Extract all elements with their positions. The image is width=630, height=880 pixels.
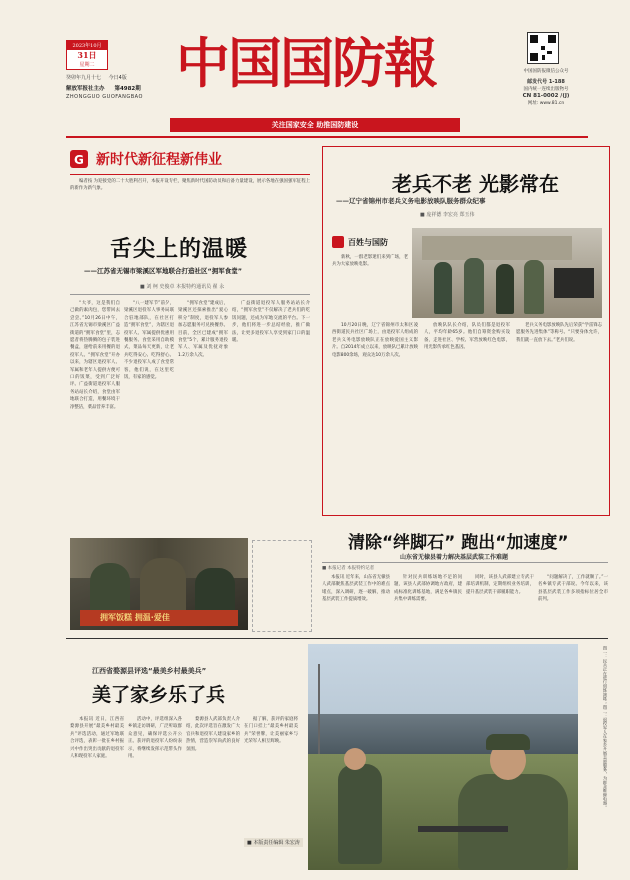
footpath-rule (322, 562, 608, 563)
postal-code: 邮发代号 1-188 (527, 79, 565, 85)
date-day: 31日 (77, 50, 97, 60)
slogan-banner: 关注国家安全 助推国防建设 (170, 118, 460, 132)
veteran-col-1: 10月20日晚，辽宁省锦州市太和区凌西街道民兵社区广场上，由退役军人组成的老兵义务电影放映队正在放映爱国主义影片。自2014年成立以来，放映队已累计放映电影800余场，观众达10万余人次。 (332, 323, 418, 358)
village-col-3: 婺源县人武部负责人介绍，此次评选旨在激发广大官兵和退役军人建设家乡的热情，营造崇军尚武的良好氛围。 (186, 717, 240, 752)
main-byline: ■ 刘 柯 史俊卓 本报特约通讯员 翟 永 (140, 284, 225, 290)
masthead-rule (66, 136, 588, 138)
main-rule (70, 294, 310, 295)
veteran-subtitle: ——辽宁省锦州市老兵义务电影放映队服务群众纪事 (336, 197, 486, 205)
lower-rule (66, 638, 608, 639)
svg-text:G: G (74, 153, 84, 167)
footpath-col-4: “问题解决了，工作就顺了。”一名乡镇专武干部说。今年以来，该县基层武装工作多项指标位居全市前列。 (538, 575, 608, 603)
main-col-2: “八一建军节”前夕，梁溪区退役军人事务局联合驻地部队，在社区打造“拥军食堂”，为辖区退役军人、军属提供优惠用餐服务。食堂采用自助模式，菜品每天更新，让老兵吃得安心、吃得舒心。不少退役军人成了食堂常客，他们说，在这里吃饭，有家的感觉。 (124, 301, 174, 381)
editor-credit: ■ 本版责任编辑 朱宏涛 (244, 838, 303, 847)
main-col-1: “大爷，这是我们自己做的素肉包，您带回去尝尝。”10月26日中午，江苏省无锡市梁溪区广益街道的“拥军食堂”里，志愿者将热腾腾的包子装进餐盒，递给前来用餐的退役军人。“拥军食堂”开办以来，为辖区退役军人、军属和老年人提供方便可口的饭菜，受到广泛好评。广益街道退役军人服务站站长介绍，食堂由军地联合打造，用餐环境干净整洁，菜品营养丰富。 (70, 301, 120, 410)
footpath-subtitle: 山东省无棣县着力解决基层武装工作难题 (400, 554, 509, 561)
section-title: 新时代新征程新伟业 (96, 152, 222, 168)
issue-info (66, 74, 176, 81)
veteran-photo (412, 228, 602, 318)
village-kicker: 江西省婺源县评选“最美乡村最美兵” (92, 667, 207, 675)
veteran-tag: 百姓与国防 (348, 238, 388, 247)
footpath-col-3: 同时，该县人武部建立专武干部培训机制，定期组织业务培训，提升基层武装干部履职能力。 (466, 575, 534, 595)
main-col-3: “拥军食堂”建成后，梁溪区还探索推出“爱心积分”制度，退役军人参加志愿服务可兑换餐券。目前，全区已建成“拥军食堂”5个，累计服务退役军人、军属及优抚对象1.2万余人次。 (178, 301, 228, 358)
issue-number: 第4982期 (114, 86, 141, 92)
main-photo (70, 538, 248, 630)
village-photo (308, 644, 578, 870)
qr-caption: 中国国防报微信公众号 (523, 69, 569, 74)
village-col-1: 本报讯 近日，江西省婺源县开展“最美乡村最美兵”评选活动，通过军地联合评选，表彰一批在乡村振兴中作出突出贡献的退役军人和现役军人家庭。 (70, 717, 124, 760)
lunar-date: 癸卯年九月十七 (66, 75, 102, 81)
footpath-headline: 清除“绊脚石” 跑出“加速度” (348, 533, 569, 553)
veteran-byline: ■ 庞祥德 李宏亮 郑玉伟 (420, 212, 475, 218)
veteran-col-2: 放映队队长介绍，队员们都是退役军人，平均年龄65岁。他们自筹资金购买设备，走进社区、学校、军营放映红色电影，用光影传承红色基因。 (424, 323, 510, 351)
cn-number: CN 81-0002 /(J) (522, 93, 570, 99)
main-headline: 舌尖上的温暖 (110, 237, 249, 262)
village-col-2: 活动中，评选组深入各乡镇走访调研，广泛听取群众意见，确保评选公开公正。获评的退役军人纷纷表示，将继续发挥示范带头作用。 (128, 717, 182, 760)
photo-side-caption: 图一：民兵正在进行训练演练；图二：退役军人在家乡开展志愿服务，为群众维修电器。 (603, 646, 608, 810)
village-col-4: 据了解，获评的家庭将在门口挂上“最美乡村最美兵”荣誉牌，让美丽家乡与光荣军人相互辉映。 (244, 717, 298, 745)
cn-code: 国内统一连续出版物号 (523, 87, 569, 92)
date-box (66, 40, 108, 70)
publisher-line (66, 84, 176, 92)
photo-caption-box (252, 540, 312, 632)
photo-sign-text: 拥军饭糕 拥温·爱佳 (100, 613, 170, 622)
footpath-col-1: 本报讯 近年来，山东省无棣县人武部聚焦基层武装工作中的难点堵点，深入调研，逐一破解，推动基层武装工作提质增效。 (322, 575, 390, 603)
veteran-headline: 老兵不老 光影常在 (392, 172, 559, 196)
veteran-photo-caption: 新秋，一群老影迷们来到广场，老兵为大家放映电影。 (332, 255, 408, 268)
flag-icon (332, 236, 344, 248)
masthead-right-info (506, 68, 586, 107)
footpath-byline: ■ 本报记者 本报特约记者 (322, 566, 375, 571)
page-count: 今日4版 (108, 75, 127, 81)
website: 网址: www.81.cn (527, 101, 565, 106)
section-badge-icon (70, 150, 88, 168)
section-intro: 编者按 为迎接党的二十大胜利召开，本报开设专栏，聚焦新时代国防动员和后备力量建设，展示各地在强国强军征程上的新作为新气象。 (70, 179, 310, 192)
main-subtitle: ——江苏省无锡市梁溪区军地联合打造社区“拥军食堂” (84, 267, 243, 275)
newspaper-logo: 中国国防報 (176, 31, 436, 95)
footpath-col-2: 针对民兵训练场地不足的问题，该县人武部协调地方政府，建成标准化训练基地，满足各乡镇民兵集中训练需要。 (394, 575, 462, 603)
main-col-4: 广益街道退役军人服务站站长介绍，“拥军食堂”不仅解决了老兵们的吃饭问题，还成为军地交流的平台。下一步，他们将进一步总结经验，推广做法，让更多退役军人享受到家门口的温暖。 (232, 301, 310, 344)
date-weekday: 星期二 (79, 62, 95, 68)
veteran-col-3: 老兵义务电影放映队先后荣获“学雷锋志愿服务先进集体”等称号。“只要身体允许，我们就一直放下去。”老兵们说。 (516, 323, 602, 343)
pinyin-title: ZHONGGUO GUOFANGBAO (66, 94, 143, 100)
date-banner: 2023年10月 (67, 41, 107, 50)
qr-code (527, 32, 559, 64)
section-rule (70, 174, 310, 175)
publisher: 解放军报社主办 (66, 86, 105, 92)
village-headline: 美了家乡乐了兵 (92, 684, 226, 706)
